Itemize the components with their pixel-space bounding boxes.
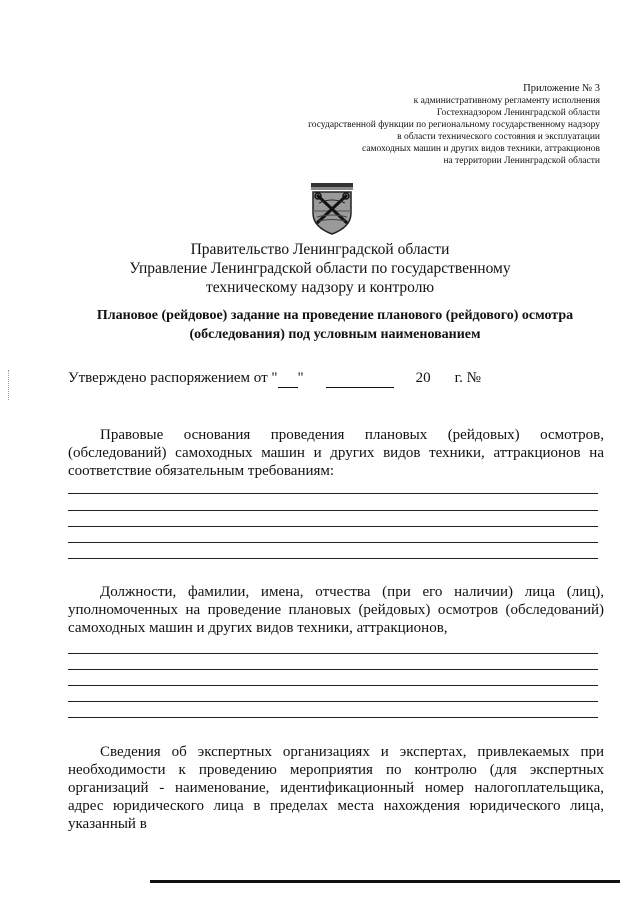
fill-line bbox=[68, 685, 598, 686]
appendix-line: в области технического состояния и эксплуатации bbox=[397, 132, 600, 142]
fill-line bbox=[68, 526, 598, 527]
approval-prefix: Утверждено распоряжением от " bbox=[68, 370, 278, 386]
day-blank bbox=[278, 370, 298, 388]
appendix-line: Гостехнадзором Ленинградской области bbox=[436, 108, 600, 118]
fill-line bbox=[68, 653, 598, 654]
approval-number-label: г. № bbox=[454, 370, 481, 386]
appendix-line: на территории Ленинградской области bbox=[443, 156, 600, 166]
appendix-header bbox=[180, 83, 600, 167]
organization-block bbox=[60, 240, 580, 297]
title-line: Плановое (рейдовое) задание на проведение планового (рейдового) осмотра bbox=[96, 308, 574, 323]
appendix-line: Приложение № 3 bbox=[523, 83, 600, 94]
fill-line bbox=[68, 669, 598, 670]
appendix-line: самоходных машин и других видов техники, аттракционов bbox=[362, 144, 600, 154]
fill-line bbox=[68, 701, 598, 702]
org-department: Управление Ленинградской области по государственному bbox=[129, 260, 511, 277]
fill-line bbox=[68, 493, 598, 494]
title-line: (обследования) под условным наименованием bbox=[189, 327, 481, 342]
document-title bbox=[70, 306, 600, 344]
experts-paragraph: Сведения об экспертных организациях и экспертах, привлекаемых при необходимости к проведению мероприятия по контролю (для экспертных организаций - наименование, идентификационный номер налогоплательщика, адрес юридического лица в пределах места нахождения юридического лица, указанный в bbox=[68, 744, 604, 832]
legal-basis-paragraph: Правовые основания проведения плановых (рейдовых) осмотров, (обследований) самоходных машин и других видов техники, аттракционов на соответствие обязательным требованиям: bbox=[68, 427, 604, 479]
coat-of-arms-icon bbox=[305, 183, 359, 235]
officials-paragraph: Должности, фамилии, имена, отчества (при его наличии) лица (лиц), уполномоченных на проведение плановых (рейдовых) осмотров (обследований) самоходных машин и других видов техники, аттракционов, bbox=[68, 584, 604, 636]
fill-line bbox=[68, 510, 598, 511]
appendix-line: государственной функции по региональному государственному надзору bbox=[308, 120, 600, 130]
fill-line bbox=[68, 558, 598, 559]
org-government: Правительство Ленинградской области bbox=[190, 241, 450, 258]
appendix-line: к административному регламенту исполнения bbox=[413, 96, 600, 106]
approval-line bbox=[68, 370, 481, 388]
scan-margin-mark bbox=[8, 370, 10, 400]
approval-quote: " bbox=[297, 370, 304, 386]
org-department-cont: техническому надзору и контролю bbox=[205, 279, 435, 296]
month-blank bbox=[326, 370, 394, 388]
fill-line bbox=[68, 717, 598, 718]
fill-line bbox=[68, 542, 598, 543]
scan-bottom-edge bbox=[150, 880, 620, 883]
approval-year: 20 bbox=[415, 370, 431, 386]
